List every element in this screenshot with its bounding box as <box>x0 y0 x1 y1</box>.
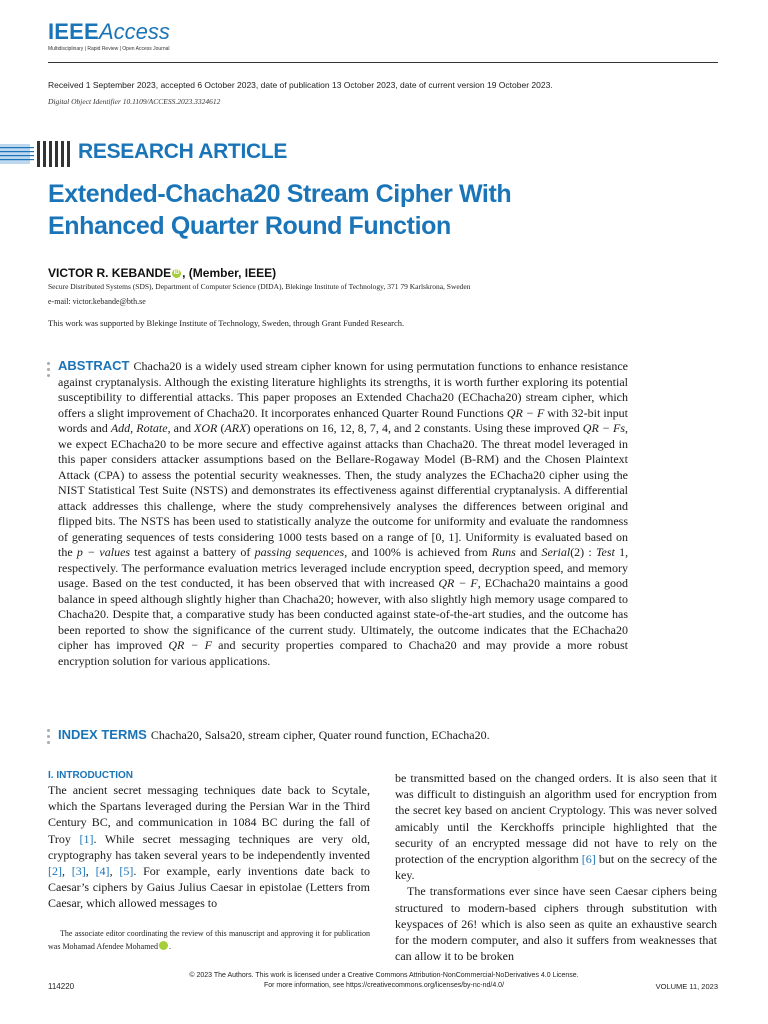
citation-link[interactable]: [1] <box>79 831 94 846</box>
author-name: VICTOR R. KEBANDE <box>48 266 172 280</box>
abstract-text: , EChacha20 maintains a good balance in speed although slightly higher than Chacha20; however, with also slightly high memory usage compared to Chacha20. Despite that, a comparative study has been conducted against state-of-the-art studies, and the outcome has been reported to show the significance of the current study. Ultimately, the outcome indicates that the EChacha20 cipher has improved <box>58 576 628 652</box>
abstract-dots-icon <box>47 362 51 380</box>
abstract-text: ) operations on 16, 12, 8, 7, 4, and 2 constants. Using these improved <box>246 421 580 435</box>
orcid-icon[interactable]: iD <box>173 270 180 276</box>
body-paragraph <box>395 770 717 883</box>
body-paragraph: The ancient secret messaging techniques date back to Scytale, which the Spartans leveraged during the Persian War in the Third Century BC, and communication in 1084 BC during the fall of Troy [1]. While secret messaging techniques are very old, cryptography has taken several years to be independently invented [2], [3], [4], [5]. For example, early inventions date back to Caesar’s ciphers by Gaius Julius Caesar in epistolae (Letters from Caesar, which allowed messages to <box>48 783 371 911</box>
abstract-label: ABSTRACT <box>58 358 130 373</box>
abstract-text: 1, respectively. The performance evaluation metrics leveraged include encryption speed, decryption speed, and memory usage. Based on the test conducted, it has been observed that with increased <box>58 545 629 590</box>
citation-link[interactable]: [2] <box>48 864 62 879</box>
article-type-banner <box>0 139 288 169</box>
abstract-text: with 32-bit input words and <box>58 405 628 435</box>
publication-dates: Received 1 September 2023, accepted 6 October 2023, date of publication 13 October 2023, date of current version 19 October 2023. <box>48 80 553 90</box>
paper-title-line-2: Enhanced Quarter Round Function <box>48 212 451 240</box>
math-term: ARX <box>224 421 247 435</box>
license-line-1: © 2023 The Authors. This work is licensed under a Creative Commons Attribution-NonCommercial-NoDerivatives 4.0 License. <box>189 972 579 979</box>
index-terms-dots-icon <box>47 729 51 747</box>
abstract-text: ( <box>220 421 225 435</box>
math-term: p − values <box>76 545 131 559</box>
page-number: 114220 <box>48 982 75 991</box>
abstract-text: test against a battery of <box>134 545 251 559</box>
abstract-text: (2) : <box>570 545 592 559</box>
index-terms <box>58 727 658 743</box>
body-text: be transmitted based on the changed orders. It is also seen that it was difficult to distinguish an algorithm used for encryption from the secret key based on ancient Cryptology. This was never solved amicably until the Kerckhoffs principle highlighted that the security of an encrypted message did not have to rely on the protection of the encryption algorithm <box>395 771 717 867</box>
doi: Digital Object Identifier 10.1109/ACCESS.2023.3324612 <box>48 97 221 106</box>
editor-footnote: The associate editor coordinating the review of this manuscript and approving it for publication was Mohamad Afendee Mohamed iD. <box>48 929 370 951</box>
body-text: . While secret messaging techniques are very old, cryptography has taken several years to be independently invented <box>48 831 370 862</box>
header-divider <box>48 62 718 63</box>
author-affiliation: Secure Distributed Systems (SDS), Department of Computer Science (DIDA), Blekinge Institute of Technology, 371 79 Karlskrona, Sweden <box>48 282 471 291</box>
citation-link[interactable]: [3] <box>71 864 86 879</box>
body-text: The ancient secret messaging techniques date back to Scytale, which the Spartans leveraged during the Persian War in the Third Century BC, and communication in 1084 BC during the fall of Troy <box>48 783 370 846</box>
math-term: QR − F <box>438 576 478 590</box>
abstract-text: , we expect EChacha20 to be more secure and effective against attacks than Chacha20. The threat model leveraged in this paper considers attacker assumptions based on the Bellare-Rogaway Model (B-RM) and the Chosen Plaintext Attack (CPA) to assess the potential security weaknesses. Then, the study analyzes the EChacha20 cipher using the NIST Statistical Test Suite (NSTS) and demonstrates its effectiveness against differential cryptanalysis. A differential attack addresses this challenge, where the study comprehensively analyses the differences between original and flipped bits. The NSTS has been used to statistically analyze the outcome for uniformity and evaluate the randomness of generating sequences of tests considering 1000 tests based on a range of [0, 1]. Uniformity is evaluated based on the <box>58 421 629 559</box>
citation-link[interactable]: [5] <box>119 864 134 879</box>
abstract-text: and security properties compared to Chacha20 and may provide a more robust encryption solution for various applications. <box>58 638 629 668</box>
abstract-text: , and <box>167 421 191 435</box>
abstract <box>58 358 628 669</box>
section-heading-introduction: I. INTRODUCTION <box>48 770 133 781</box>
article-type-label: RESEARCH ARTICLE <box>78 140 288 163</box>
abstract-text: , <box>130 421 134 435</box>
journal-tagline: Multidisciplinary | Rapid Review | Open Access Journal <box>48 46 170 52</box>
banner-stripes-icon <box>0 139 70 169</box>
abstract-text: Chacha20 is a widely used stream cipher known for using permutation functions to enhance resistance against cryptanalysis. Although the existing literature highlights its strengths, it is worth further exploring its potential susceptibility to differential attacks. This paper proposes an Extended Chacha20 (EChacha20) stream cipher, which offers a slight improvement of Chacha20. It incorporates enhanced Quarter Round Functions <box>58 359 628 420</box>
author-email: e-mail: victor.kebande@bth.se <box>48 297 146 306</box>
math-term: Serial <box>541 545 571 559</box>
citation-link[interactable]: [6] <box>581 852 596 867</box>
body-text: but on the secrecy of the key. <box>395 852 718 883</box>
paper-title-line-1: Extended-Chacha20 Stream Cipher With <box>48 180 512 208</box>
math-term: Add <box>110 421 131 435</box>
paper-title <box>48 178 728 242</box>
journal-logo-text <box>48 20 248 44</box>
math-term: Rotate <box>136 421 168 435</box>
body-column-left <box>48 770 370 912</box>
math-term: QR − Fs <box>582 421 626 435</box>
author-membership: , (Member, IEEE) <box>182 266 277 280</box>
body-text: . For example, early inventions date back to Caesar’s ciphers by Gaius Julius Caesar in epistolae (Letters from Caesar, which allowed messages to <box>48 864 371 911</box>
abstract-text: and <box>519 545 538 559</box>
logo-brand-suffix: Access <box>98 19 170 44</box>
index-terms-text: Chacha20, Salsa20, stream cipher, Quater round function, EChacha20. <box>150 728 490 742</box>
math-term: XOR <box>194 421 218 435</box>
license-line-2[interactable]: For more information, see https://creativecommons.org/licenses/by-nc-nd/4.0/ <box>263 982 505 989</box>
author-line <box>48 266 276 280</box>
math-term: QR − F <box>506 405 545 420</box>
abstract-text: , and 100% is achieved from <box>344 545 488 559</box>
citation-link[interactable]: [4] <box>95 864 110 879</box>
logo-brand: IEEE <box>48 19 99 44</box>
index-terms-label: INDEX TERMS <box>58 727 147 742</box>
math-term: Test <box>595 545 615 559</box>
body-column-right <box>395 770 717 964</box>
volume-info: VOLUME 11, 2023 <box>655 982 718 991</box>
journal-logo <box>48 20 248 58</box>
body-paragraph: The transformations ever since have seen Caesar ciphers being structured to modern-based ciphers through substitution with keyspaces of 26! which is also seen as quite an exhaustive search for the modern computer, and also it suffers from weaknesses that can allow it to be broken <box>395 884 717 964</box>
math-term: passing sequences <box>254 545 345 559</box>
math-term: Runs <box>491 545 516 559</box>
footnote-text: The associate editor coordinating the review of this manuscript and approving it for publication was Mohamad Afendee Mohamed <box>48 929 370 951</box>
math-term: QR − F <box>168 638 213 652</box>
orcid-icon[interactable]: iD <box>159 941 168 950</box>
funding-note: This work was supported by Blekinge Institute of Technology, Sweden, through Grant Funded Research. <box>48 318 405 328</box>
license-notice <box>120 971 648 991</box>
